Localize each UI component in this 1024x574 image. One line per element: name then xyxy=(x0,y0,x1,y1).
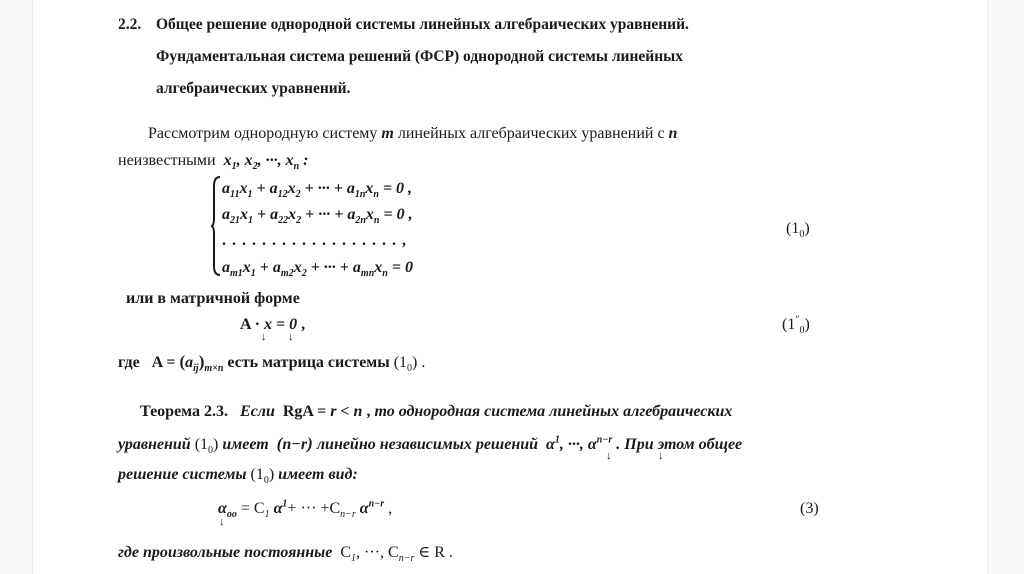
unknowns-list: $x_1$, $x_2$, ···, $x_n$ : xyxy=(219,152,309,173)
theorem-l3-b: имеет вид: xyxy=(278,466,358,483)
right-margin-bar xyxy=(987,0,1024,574)
vector-arrow-0: ↓ xyxy=(288,331,294,343)
matrix-def: $A = (a_{ij})_{m\times n}$ xyxy=(143,352,224,375)
theorem-l3-a: решение системы xyxy=(118,466,247,483)
equation-2: $a_{21}x_1 + a_{22}x_2$ + ··· + $a_{2n}x_n = 0$ , xyxy=(222,206,413,227)
theorem-then: то однородная система линейных алгебраических xyxy=(374,403,733,420)
theorem-l2-d: При этом общее xyxy=(624,436,743,453)
theorem-l2-a: уравнений xyxy=(118,436,191,453)
left-margin-bar xyxy=(0,0,33,574)
solutions-list: $\alpha^1$, ···, $\alpha^{n-r}$ . xyxy=(542,434,621,453)
equation-dots: . . . . . . . . . . . . . . . . . . , xyxy=(222,232,407,249)
intro-line-2 xyxy=(118,152,309,173)
heading-line-2: Фундаментальная система решений (ФСР) однородной системы линейных xyxy=(156,48,683,65)
solution-arrow-1: ↓ xyxy=(606,450,612,462)
theorem-l2-ref: $(1_0)$ xyxy=(194,436,219,457)
theorem-line-1 xyxy=(140,403,732,421)
equation-1: $a_{11}x_1 + a_{12}x_2$ + ··· + $a_{1n}x_n = 0$ , xyxy=(222,180,413,201)
where-ref: $(1_0)$ . xyxy=(393,354,426,375)
theorem-line-2 xyxy=(118,434,743,457)
solution-arrow-nr: ↓ xyxy=(658,450,664,462)
heading-line-1: Общее решение однородной системы линейных алгебраических уравнений. xyxy=(156,16,689,33)
formula-label: (3) xyxy=(800,500,819,517)
theorem-title: Теорема 2.3. xyxy=(140,403,228,420)
matrix-equation: A · x = 0 , xyxy=(240,316,306,333)
section-number: 2.2. xyxy=(118,16,142,33)
matrix-form-label: $(1''_0)$ xyxy=(782,314,810,337)
system-brace xyxy=(211,176,221,276)
where-line xyxy=(118,352,426,375)
theorem-line-3 xyxy=(118,466,358,487)
constants-text: где произвольные постоянные xyxy=(118,544,333,561)
constants-math: $C_1$, ···, $C_{n-r}$ ∈ R . xyxy=(340,544,453,565)
vector-arrow-x: ↓ xyxy=(261,331,267,343)
constants-line xyxy=(118,542,453,565)
where-rest: есть матрица системы xyxy=(227,354,390,371)
unknowns-word: неизвестными xyxy=(118,152,216,169)
var-m: m xyxy=(381,125,394,142)
intro-line-1 xyxy=(148,125,677,143)
theorem-l3-ref: $(1_0)$ xyxy=(250,466,275,487)
where-gde: где xyxy=(118,354,140,371)
theorem-count: (n−r) xyxy=(276,434,313,453)
system-label: $(1_0)$ xyxy=(786,220,810,241)
theorem-l2-c: линейно независимых решений xyxy=(316,436,539,453)
theorem-if: Если xyxy=(239,403,275,420)
equation-m: $a_{m1}x_1 + a_{m2}x_2$ + ··· + $a_{mn}x_n = 0$ xyxy=(222,259,413,280)
intro-text-a: Рассмотрим однородную систему xyxy=(148,125,378,142)
theorem-condition: RgA = r < n , xyxy=(282,403,371,420)
var-n: n xyxy=(668,125,678,142)
heading-line-3: алгебраических уравнений. xyxy=(156,80,351,97)
intro-text-b: линейных алгебраических уравнений с xyxy=(397,125,665,142)
theorem-l2-b: имеет xyxy=(222,436,269,453)
general-solution: $\alpha_{oo} = C_1$ $\alpha^1+$ ··· $+C_{n-r}$ $\alpha^{n-r}$ , xyxy=(218,498,393,521)
general-solution-arrow: ↓ xyxy=(219,516,225,528)
matrix-form-text: или в матричной форме xyxy=(126,290,300,307)
